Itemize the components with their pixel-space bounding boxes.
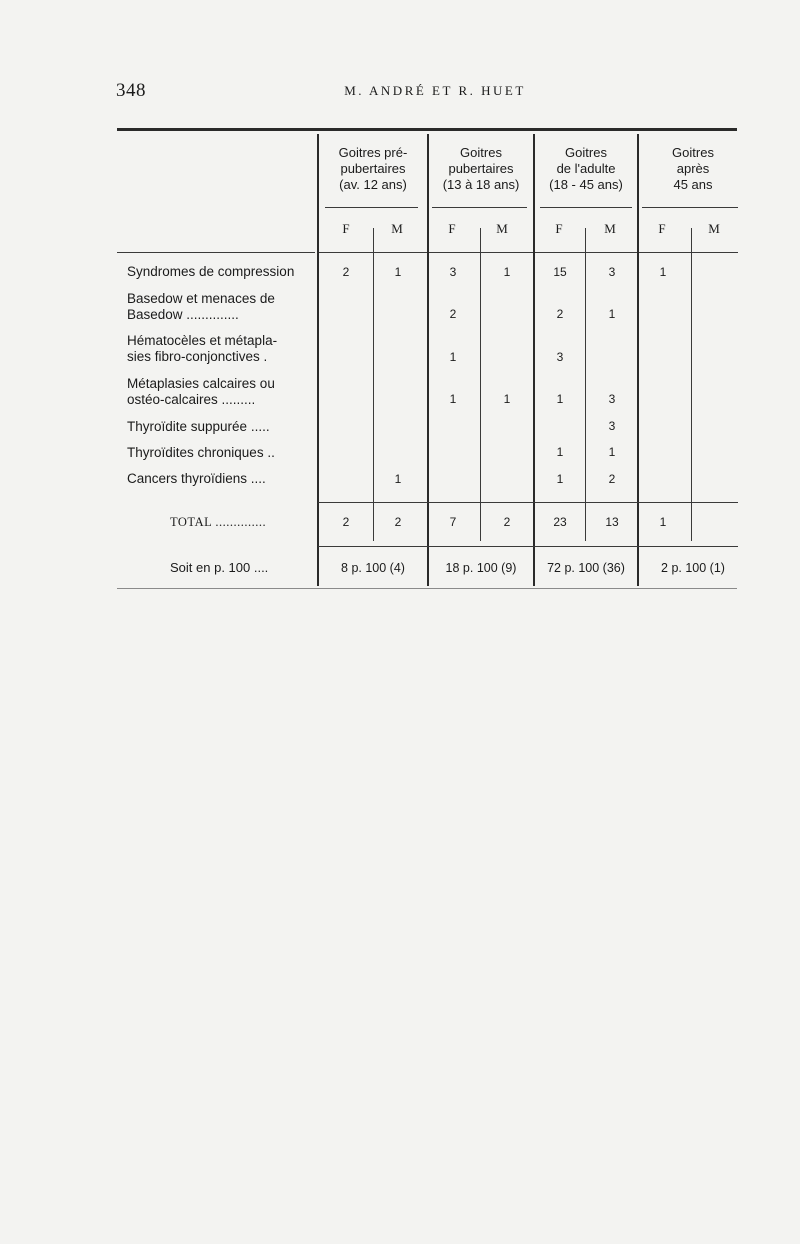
row-label: Syndromes de compression [127,264,295,279]
header-bottom-rule [318,252,738,253]
sub-head-m: M [391,221,403,236]
total-cell: 2 [342,515,350,529]
header-pubertal: Goitres pubertaires (13 à 18 ans) [442,145,520,192]
header-prepubertal: Goitres pré- pubertaires (av. 12 ans) [338,145,408,192]
table-cell: 2 [342,265,350,279]
group-rule [540,207,632,208]
row-label: Thyroïdites chroniques .. [127,445,275,460]
header-adult: Goitres de l'adulte (18 - 45 ans) [549,145,623,192]
header-after-45: Goitres après 45 ans [672,145,714,192]
table-cell: 1 [503,265,511,279]
table-bottom-rule [117,588,737,589]
row-label: Basedow et menaces de Basedow .............. [127,291,275,322]
table-cell: 15 [553,265,567,279]
table-cell: 1 [556,472,564,486]
group-rule [432,207,527,208]
table-cell: 1 [608,307,616,321]
total-rule [318,502,738,503]
group-rule [325,207,418,208]
total-cell: 13 [605,515,619,529]
table-cell: 1 [659,265,667,279]
fm-divider [585,228,586,541]
table-cell: 3 [556,350,564,364]
total-cell: 23 [553,515,567,529]
percent-rule [318,546,738,547]
percent-label: Soit en p. 100 .... [170,560,269,575]
page-number: 348 [116,80,146,101]
row-label: Métaplasies calcaires ou ostéo-calcaires ......... [127,376,275,407]
fm-divider [691,228,692,541]
total-cell: 1 [659,515,667,529]
table-cell: 1 [556,392,564,406]
sub-head-m: M [604,221,616,236]
fm-divider [480,228,481,541]
table-cell: 3 [608,265,616,279]
group-divider [637,134,639,586]
total-label: TOTAL .............. [170,515,267,529]
table-cell: 2 [608,472,616,486]
group-divider [427,134,429,586]
percent-cell: 8 p. 100 (4) [341,561,405,575]
table-cell: 2 [556,307,564,321]
table-cell: 3 [608,392,616,406]
table-cell: 3 [608,419,616,433]
stub-divider [317,134,319,586]
table-cell: 1 [449,350,457,364]
total-cell: 2 [503,515,511,529]
sub-head-f: F [448,221,456,236]
percent-cell: 2 p. 100 (1) [661,561,725,575]
table-cell: 3 [449,265,457,279]
percent-cell: 18 p. 100 (9) [445,561,517,575]
total-cell: 7 [449,515,457,529]
table-cell: 1 [608,445,616,459]
row-label: Cancers thyroïdiens .... [127,471,266,486]
table-cell: 1 [449,392,457,406]
fm-divider [373,228,374,541]
table-cell: 2 [449,307,457,321]
group-divider [533,134,535,586]
table-top-rule [117,128,737,131]
table-cell: 1 [394,472,402,486]
sub-head-f: F [342,221,350,236]
table-cell: 1 [503,392,511,406]
total-cell: 2 [394,515,402,529]
table-cell: 1 [394,265,402,279]
sub-head-f: F [658,221,666,236]
sub-head-f: F [555,221,563,236]
row-label: Hématocèles et métapla- sies fibro-conjonctives . [127,333,278,364]
sub-head-m: M [708,221,720,236]
row-label: Thyroïdite suppurée ..... [127,419,270,434]
group-rule [642,207,738,208]
sub-head-m: M [496,221,508,236]
stub-rule [117,252,315,253]
percent-cell: 72 p. 100 (36) [547,561,625,575]
table-cell: 1 [556,445,564,459]
running-head: M. ANDRÉ ET R. HUET [344,83,526,98]
